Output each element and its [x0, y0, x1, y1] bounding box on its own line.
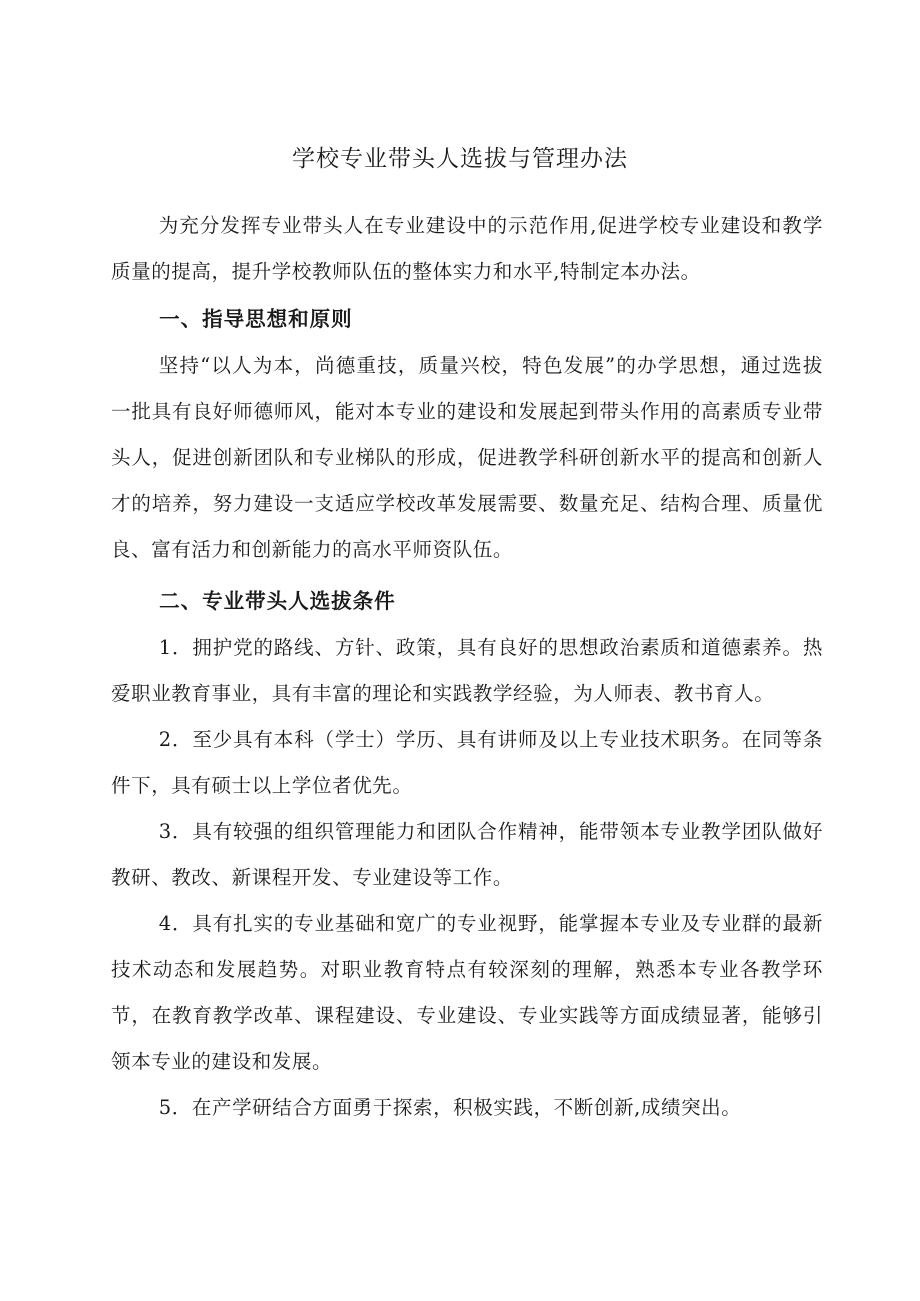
document-body	[111, 203, 823, 1131]
criteria-item-3: 3．具有较强的组织管理能力和团队合作精神，能带领本专业教学团队做好教研、教改、新课程开发、专业建设等工作。	[111, 820, 823, 889]
criteria-item-2: 2．至少具有本科（学士）学历、具有讲师及以上专业技术职务。在同等条件下，具有硕士以上学位者优先。	[111, 728, 823, 797]
criteria-item-5: 5．在产学研结合方面勇于探索，积极实践，不断创新,成绩突出。	[158, 1096, 742, 1119]
intro-paragraph: 为充分发挥专业带头人在专业建设中的示范作用,促进学校专业建设和教学质量的提高，提升学校教师队伍的整体实力和水平,特制定本办法。	[111, 214, 823, 283]
criteria-item-1: 1．拥护党的路线、方针、政策，具有良好的思想政治素质和道德素养。热爱职业教育事业，具有丰富的理论和实践教学经验，为人师表、教书育人。	[111, 636, 823, 705]
criteria-item-4: 4．具有扎实的专业基础和宽广的专业视野，能掌握本专业及专业群的最新技术动态和发展趋势。对职业教育特点有较深刻的理解，熟悉本专业各教学环节，在教育教学改革、课程建设、专业建设、专业实践等方面成绩显著，能够引领本专业的建设和发展。	[111, 912, 823, 1073]
section-heading-selection-criteria: 二、专业带头人选拔条件	[159, 589, 396, 613]
section-paragraph-guiding-principles: 坚持“以人为本，尚德重技，质量兴校，特色发展”的办学思想，通过选拔一批具有良好师德师风，能对本专业的建设和发展起到带头作用的高素质专业带头人，促进创新团队和专业梯队的形成，促进教学科研创新水平的提高和创新人才的培养，努力建设一支适应学校改革发展需要、数量充足、结构合理、质量优良、富有活力和创新能力的高水平师资队伍。	[111, 354, 823, 561]
section-heading-guiding-principles: 一、指导思想和原则	[159, 307, 353, 331]
document-title: 学校专业带头人选拔与管理办法	[292, 146, 628, 172]
